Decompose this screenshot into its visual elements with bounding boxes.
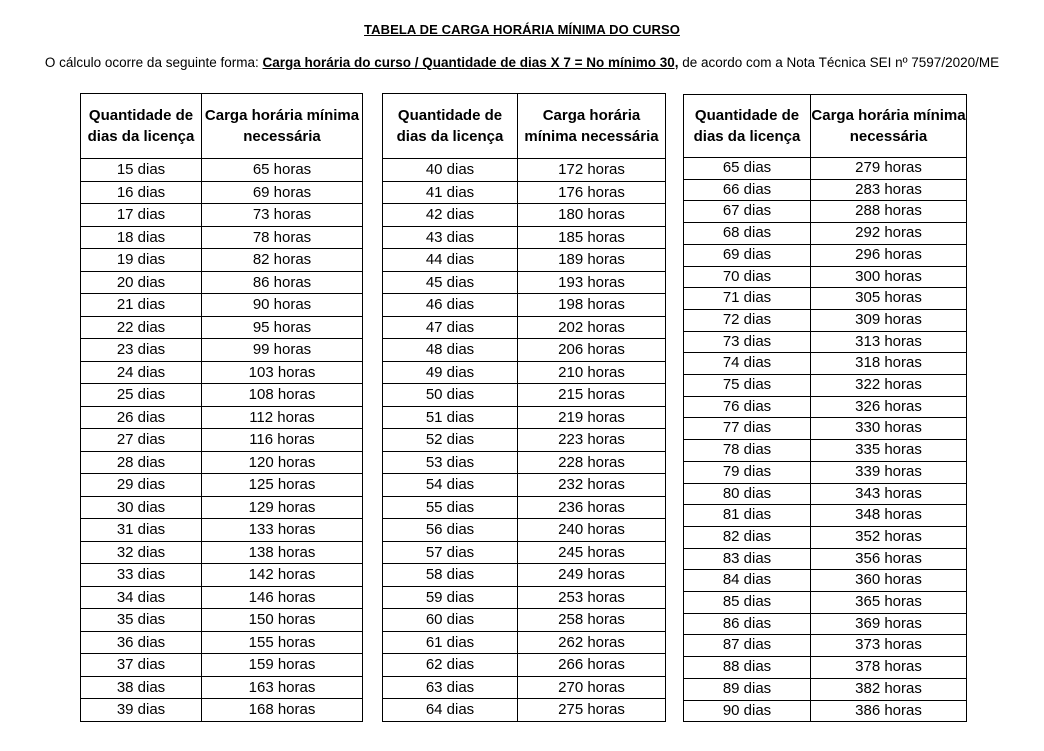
- days-cell: 72 dias: [684, 309, 811, 331]
- hours-cell: 326 horas: [811, 396, 967, 418]
- days-cell: 43 dias: [383, 226, 518, 249]
- days-cell: 35 dias: [81, 609, 202, 632]
- workload-table-2: [382, 93, 666, 722]
- days-cell: 39 dias: [81, 699, 202, 722]
- days-cell: 33 dias: [81, 564, 202, 587]
- hours-cell: 313 horas: [811, 331, 967, 353]
- hours-cell: 279 horas: [811, 158, 967, 180]
- days-cell: 55 dias: [383, 496, 518, 519]
- days-cell: 32 dias: [81, 541, 202, 564]
- workload-table-1: [80, 93, 363, 722]
- hours-cell: 185 horas: [518, 226, 666, 249]
- days-cell: 70 dias: [684, 266, 811, 288]
- hours-cell: 95 horas: [202, 316, 363, 339]
- table-row: [684, 223, 967, 245]
- days-cell: 26 dias: [81, 406, 202, 429]
- days-cell: 89 dias: [684, 678, 811, 700]
- hours-cell: 343 horas: [811, 483, 967, 505]
- page-title: TABELA DE CARGA HORÁRIA MÍNIMA DO CURSO: [364, 22, 680, 37]
- table-row: [81, 474, 363, 497]
- days-cell: 78 dias: [684, 440, 811, 462]
- table-row: [383, 496, 666, 519]
- days-cell: 19 dias: [81, 249, 202, 272]
- table-row: [81, 429, 363, 452]
- hours-cell: 292 horas: [811, 223, 967, 245]
- days-cell: 49 dias: [383, 361, 518, 384]
- table-row: [684, 375, 967, 397]
- days-cell: 47 dias: [383, 316, 518, 339]
- days-cell: 86 dias: [684, 613, 811, 635]
- days-cell: 83 dias: [684, 548, 811, 570]
- table-row: [81, 451, 363, 474]
- days-cell: 22 dias: [81, 316, 202, 339]
- hours-cell: 120 horas: [202, 451, 363, 474]
- hours-cell: 172 horas: [518, 159, 666, 182]
- hours-cell: 300 horas: [811, 266, 967, 288]
- table-row: [684, 613, 967, 635]
- hours-cell: 210 horas: [518, 361, 666, 384]
- days-cell: 65 dias: [684, 158, 811, 180]
- days-cell: 42 dias: [383, 204, 518, 227]
- calculation-formula: Carga horária do curso / Quantidade de dias X 7 = No mínimo 30,: [262, 55, 679, 70]
- hours-cell: 330 horas: [811, 418, 967, 440]
- table-header-row: [81, 94, 363, 159]
- hours-cell: 348 horas: [811, 505, 967, 527]
- table-row: [383, 699, 666, 722]
- hours-cell: 288 horas: [811, 201, 967, 223]
- hours-cell: 236 horas: [518, 496, 666, 519]
- hours-cell: 386 horas: [811, 700, 967, 722]
- hours-cell: 382 horas: [811, 678, 967, 700]
- hours-cell: 240 horas: [518, 519, 666, 542]
- table-row: [81, 361, 363, 384]
- table-row: [383, 609, 666, 632]
- table-row: [684, 396, 967, 418]
- table-row: [81, 181, 363, 204]
- calculation-note: [0, 55, 1044, 70]
- table-header-row: [684, 95, 967, 158]
- hours-column-header: Carga horária mínima necessária: [518, 94, 666, 159]
- hours-cell: 318 horas: [811, 353, 967, 375]
- days-cell: 87 dias: [684, 635, 811, 657]
- days-cell: 76 dias: [684, 396, 811, 418]
- table-row: [684, 570, 967, 592]
- days-cell: 66 dias: [684, 179, 811, 201]
- hours-cell: 189 horas: [518, 249, 666, 272]
- hours-cell: 180 horas: [518, 204, 666, 227]
- days-cell: 41 dias: [383, 181, 518, 204]
- table-row: [383, 159, 666, 182]
- table-row: [383, 451, 666, 474]
- hours-cell: 65 horas: [202, 159, 363, 182]
- table-row: [81, 676, 363, 699]
- hours-cell: 138 horas: [202, 541, 363, 564]
- calculation-note-suffix: de acordo com a Nota Técnica SEI nº 7597/2020/ME: [678, 55, 1000, 70]
- days-cell: 82 dias: [684, 526, 811, 548]
- hours-cell: 369 horas: [811, 613, 967, 635]
- hours-cell: 215 horas: [518, 384, 666, 407]
- hours-cell: 270 horas: [518, 676, 666, 699]
- table-row: [684, 483, 967, 505]
- table-row: [684, 505, 967, 527]
- hours-cell: 228 horas: [518, 451, 666, 474]
- days-cell: 46 dias: [383, 294, 518, 317]
- table-row: [383, 271, 666, 294]
- table-row: [81, 519, 363, 542]
- table-row: [81, 159, 363, 182]
- table-row: [81, 699, 363, 722]
- days-cell: 34 dias: [81, 586, 202, 609]
- table-row: [383, 406, 666, 429]
- table-row: [81, 541, 363, 564]
- days-cell: 52 dias: [383, 429, 518, 452]
- days-cell: 16 dias: [81, 181, 202, 204]
- table-row: [684, 158, 967, 180]
- table-row: [81, 204, 363, 227]
- hours-cell: 133 horas: [202, 519, 363, 542]
- days-cell: 73 dias: [684, 331, 811, 353]
- hours-cell: 356 horas: [811, 548, 967, 570]
- hours-cell: 249 horas: [518, 564, 666, 587]
- hours-cell: 159 horas: [202, 654, 363, 677]
- hours-cell: 245 horas: [518, 541, 666, 564]
- table-header-row: [383, 94, 666, 159]
- days-cell: 53 dias: [383, 451, 518, 474]
- days-cell: 31 dias: [81, 519, 202, 542]
- table-row: [684, 635, 967, 657]
- days-cell: 62 dias: [383, 654, 518, 677]
- table-row: [684, 700, 967, 722]
- table-row: [383, 316, 666, 339]
- hours-cell: 232 horas: [518, 474, 666, 497]
- table-row: [684, 592, 967, 614]
- days-cell: 85 dias: [684, 592, 811, 614]
- table-row: [383, 294, 666, 317]
- hours-cell: 309 horas: [811, 309, 967, 331]
- hours-cell: 78 horas: [202, 226, 363, 249]
- table-row: [684, 201, 967, 223]
- table-row: [383, 564, 666, 587]
- table-row: [81, 294, 363, 317]
- table-row: [684, 418, 967, 440]
- hours-cell: 305 horas: [811, 288, 967, 310]
- days-cell: 74 dias: [684, 353, 811, 375]
- days-cell: 23 dias: [81, 339, 202, 362]
- days-cell: 36 dias: [81, 631, 202, 654]
- hours-cell: 168 horas: [202, 699, 363, 722]
- days-cell: 79 dias: [684, 461, 811, 483]
- days-cell: 61 dias: [383, 631, 518, 654]
- hours-cell: 352 horas: [811, 526, 967, 548]
- hours-cell: 82 horas: [202, 249, 363, 272]
- hours-cell: 86 horas: [202, 271, 363, 294]
- table-row: [684, 309, 967, 331]
- days-cell: 24 dias: [81, 361, 202, 384]
- days-cell: 59 dias: [383, 586, 518, 609]
- days-cell: 20 dias: [81, 271, 202, 294]
- hours-cell: 176 horas: [518, 181, 666, 204]
- hours-cell: 90 horas: [202, 294, 363, 317]
- days-cell: 75 dias: [684, 375, 811, 397]
- days-cell: 21 dias: [81, 294, 202, 317]
- days-cell: 28 dias: [81, 451, 202, 474]
- days-cell: 37 dias: [81, 654, 202, 677]
- hours-cell: 116 horas: [202, 429, 363, 452]
- days-cell: 30 dias: [81, 496, 202, 519]
- table-row: [81, 586, 363, 609]
- table-row: [383, 181, 666, 204]
- days-cell: 71 dias: [684, 288, 811, 310]
- hours-cell: 253 horas: [518, 586, 666, 609]
- table-row: [81, 316, 363, 339]
- days-cell: 40 dias: [383, 159, 518, 182]
- days-cell: 69 dias: [684, 244, 811, 266]
- table-row: [383, 631, 666, 654]
- days-cell: 29 dias: [81, 474, 202, 497]
- days-cell: 80 dias: [684, 483, 811, 505]
- hours-column-header: Carga horária mínima necessária: [811, 95, 967, 158]
- days-cell: 57 dias: [383, 541, 518, 564]
- hours-cell: 206 horas: [518, 339, 666, 362]
- table-row: [383, 429, 666, 452]
- hours-cell: 99 horas: [202, 339, 363, 362]
- hours-cell: 202 horas: [518, 316, 666, 339]
- hours-cell: 258 horas: [518, 609, 666, 632]
- hours-cell: 275 horas: [518, 699, 666, 722]
- hours-cell: 155 horas: [202, 631, 363, 654]
- hours-cell: 365 horas: [811, 592, 967, 614]
- days-cell: 67 dias: [684, 201, 811, 223]
- days-column-header: Quantidade de dias da licença: [684, 95, 811, 158]
- hours-cell: 266 horas: [518, 654, 666, 677]
- hours-cell: 146 horas: [202, 586, 363, 609]
- table-row: [684, 353, 967, 375]
- days-cell: 63 dias: [383, 676, 518, 699]
- table-row: [383, 654, 666, 677]
- table-row: [383, 586, 666, 609]
- days-cell: 50 dias: [383, 384, 518, 407]
- hours-cell: 73 horas: [202, 204, 363, 227]
- workload-table-3: [683, 94, 967, 722]
- hours-cell: 142 horas: [202, 564, 363, 587]
- table-row: [81, 249, 363, 272]
- hours-cell: 125 horas: [202, 474, 363, 497]
- calculation-note-prefix: O cálculo ocorre da seguinte forma:: [44, 55, 263, 70]
- days-column-header: Quantidade de dias da licença: [81, 94, 202, 159]
- days-cell: 45 dias: [383, 271, 518, 294]
- hours-cell: 378 horas: [811, 657, 967, 679]
- table-row: [684, 526, 967, 548]
- days-cell: 48 dias: [383, 339, 518, 362]
- hours-cell: 360 horas: [811, 570, 967, 592]
- table-row: [81, 271, 363, 294]
- hours-column-header: Carga horária mínima necessária: [202, 94, 363, 159]
- hours-cell: 103 horas: [202, 361, 363, 384]
- table-row: [81, 631, 363, 654]
- days-cell: 17 dias: [81, 204, 202, 227]
- days-cell: 44 dias: [383, 249, 518, 272]
- hours-cell: 373 horas: [811, 635, 967, 657]
- hours-cell: 163 horas: [202, 676, 363, 699]
- hours-cell: 193 horas: [518, 271, 666, 294]
- days-cell: 18 dias: [81, 226, 202, 249]
- table-row: [383, 519, 666, 542]
- days-cell: 25 dias: [81, 384, 202, 407]
- table-row: [81, 226, 363, 249]
- hours-cell: 198 horas: [518, 294, 666, 317]
- table-row: [383, 204, 666, 227]
- table-row: [684, 288, 967, 310]
- days-cell: 81 dias: [684, 505, 811, 527]
- hours-cell: 108 horas: [202, 384, 363, 407]
- table-row: [684, 440, 967, 462]
- table-row: [383, 474, 666, 497]
- table-row: [383, 226, 666, 249]
- table-row: [383, 676, 666, 699]
- table-row: [383, 541, 666, 564]
- table-row: [383, 384, 666, 407]
- days-column-header: Quantidade de dias da licença: [383, 94, 518, 159]
- table-row: [81, 384, 363, 407]
- days-cell: 77 dias: [684, 418, 811, 440]
- hours-cell: 129 horas: [202, 496, 363, 519]
- hours-cell: 223 horas: [518, 429, 666, 452]
- days-cell: 38 dias: [81, 676, 202, 699]
- hours-cell: 219 horas: [518, 406, 666, 429]
- days-cell: 58 dias: [383, 564, 518, 587]
- days-cell: 90 dias: [684, 700, 811, 722]
- table-row: [383, 361, 666, 384]
- table-row: [81, 654, 363, 677]
- days-cell: 56 dias: [383, 519, 518, 542]
- table-row: [383, 339, 666, 362]
- days-cell: 68 dias: [684, 223, 811, 245]
- hours-cell: 69 horas: [202, 181, 363, 204]
- hours-cell: 150 horas: [202, 609, 363, 632]
- table-row: [81, 496, 363, 519]
- table-row: [383, 249, 666, 272]
- table-row: [684, 331, 967, 353]
- table-row: [81, 339, 363, 362]
- hours-cell: 322 horas: [811, 375, 967, 397]
- table-row: [81, 609, 363, 632]
- table-row: [81, 406, 363, 429]
- days-cell: 15 dias: [81, 159, 202, 182]
- table-row: [684, 179, 967, 201]
- hours-cell: 339 horas: [811, 461, 967, 483]
- table-row: [684, 657, 967, 679]
- days-cell: 60 dias: [383, 609, 518, 632]
- days-cell: 51 dias: [383, 406, 518, 429]
- days-cell: 64 dias: [383, 699, 518, 722]
- hours-cell: 296 horas: [811, 244, 967, 266]
- days-cell: 84 dias: [684, 570, 811, 592]
- table-row: [684, 244, 967, 266]
- table-row: [684, 266, 967, 288]
- hours-cell: 262 horas: [518, 631, 666, 654]
- table-row: [684, 548, 967, 570]
- days-cell: 54 dias: [383, 474, 518, 497]
- table-row: [81, 564, 363, 587]
- table-row: [684, 678, 967, 700]
- hours-cell: 335 horas: [811, 440, 967, 462]
- days-cell: 88 dias: [684, 657, 811, 679]
- hours-cell: 112 horas: [202, 406, 363, 429]
- days-cell: 27 dias: [81, 429, 202, 452]
- table-row: [684, 461, 967, 483]
- hours-cell: 283 horas: [811, 179, 967, 201]
